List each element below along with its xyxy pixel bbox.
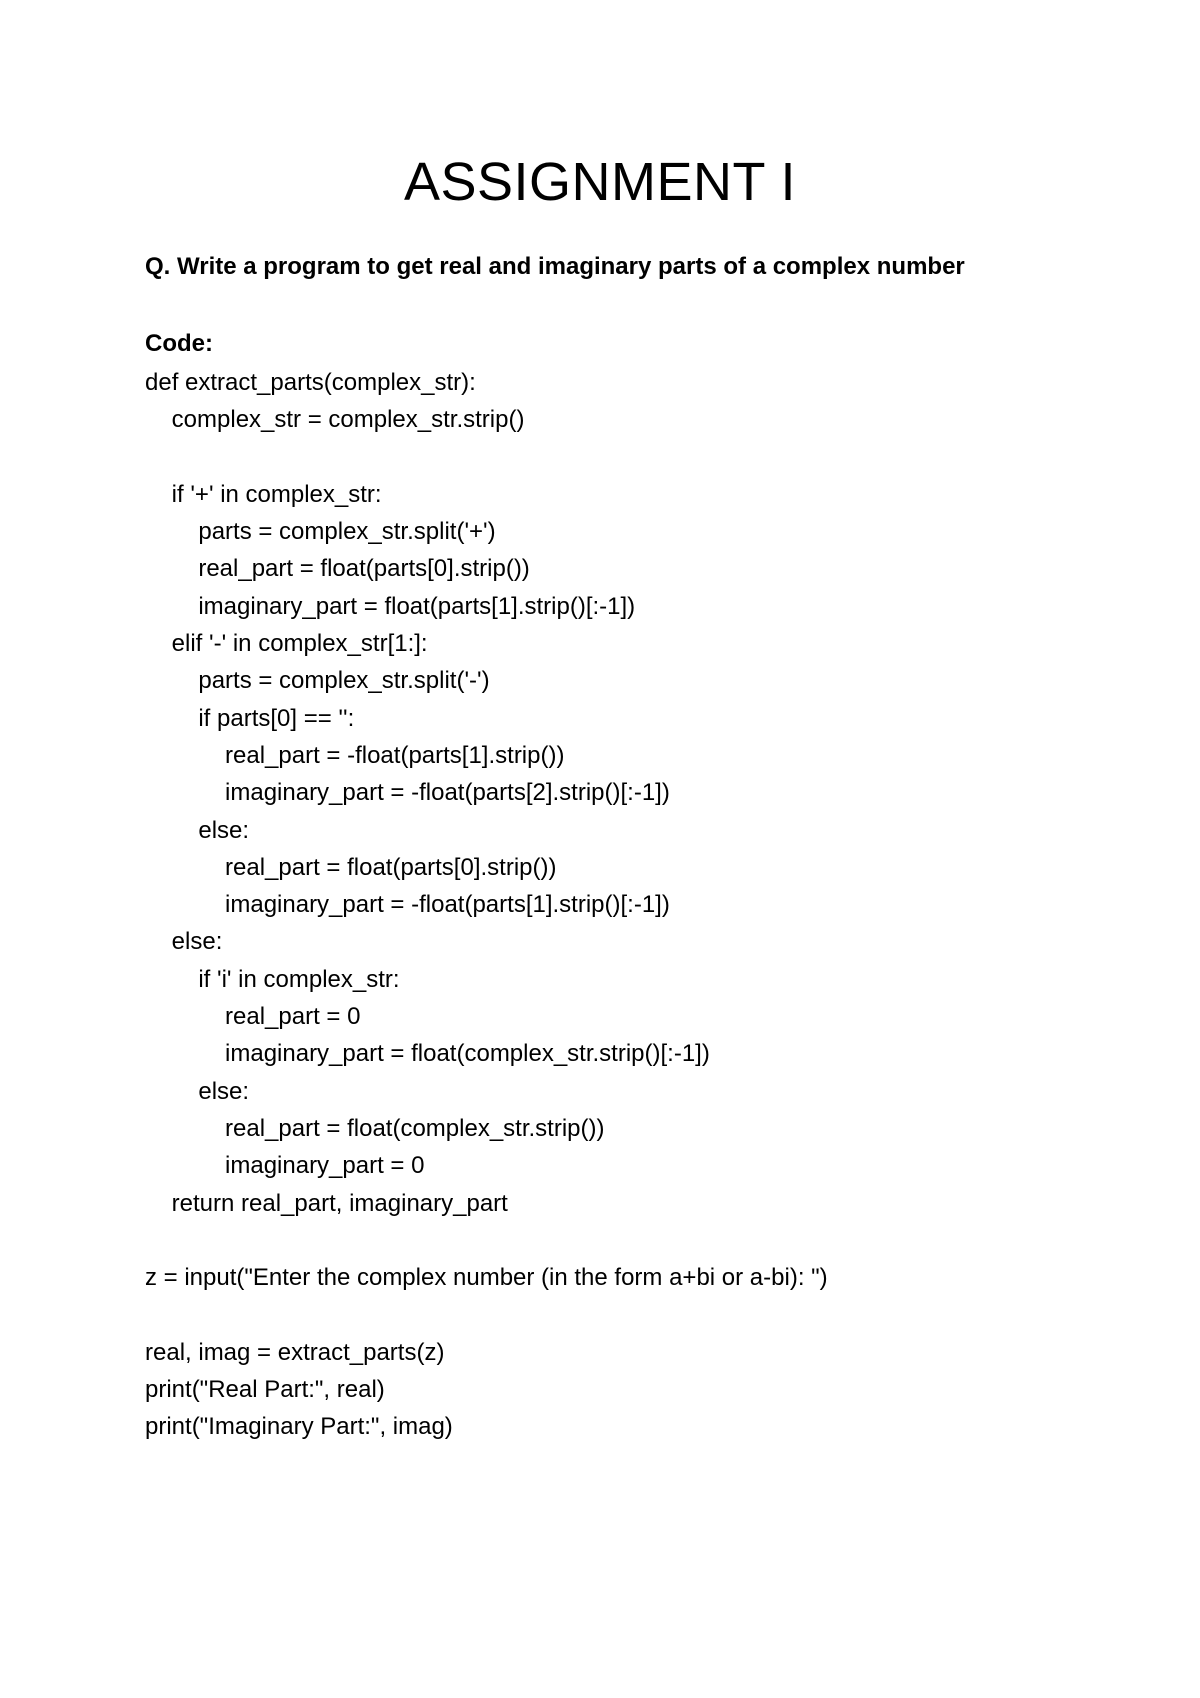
code-line: real_part = -float(parts[1].strip()) <box>145 741 565 769</box>
code-line: imaginary_part = 0 <box>145 1152 425 1180</box>
code-line: print("Real Part:", real) <box>145 1376 385 1404</box>
code-line: print("Imaginary Part:", imag) <box>145 1413 453 1441</box>
code-heading: Code: <box>145 330 213 357</box>
code-line: if '+' in complex_str: <box>145 480 382 508</box>
assignment-question: Q. Write a program to get real and imaginary parts of a complex number <box>145 253 965 280</box>
code-line: real_part = float(complex_str.strip()) <box>145 1114 605 1142</box>
code-line: imaginary_part = -float(parts[1].strip()[:-1]) <box>145 891 670 919</box>
blank-code-line <box>145 1222 1145 1259</box>
code-line: imaginary_part = float(complex_str.strip()[:-1]) <box>145 1040 710 1068</box>
blank-code-line <box>145 1296 1145 1333</box>
code-line: parts = complex_str.split('-') <box>145 667 490 695</box>
code-line: imaginary_part = float(parts[1].strip()[:-1]) <box>145 592 636 620</box>
code-line: complex_str = complex_str.strip() <box>145 406 525 434</box>
code-block <box>145 364 1145 1446</box>
code-line: if 'i' in complex_str: <box>145 965 400 993</box>
code-line: else: <box>145 816 250 844</box>
code-line: else: <box>145 928 223 956</box>
code-line: return real_part, imaginary_part <box>145 1189 508 1217</box>
code-line: z = input("Enter the complex number (in the form a+bi or a-bi): ") <box>145 1264 828 1292</box>
code-line: elif '-' in complex_str[1:]: <box>145 630 428 658</box>
code-line: real_part = float(parts[0].strip()) <box>145 853 557 881</box>
code-line: def extract_parts(complex_str): <box>145 369 476 396</box>
code-line: real, imag = extract_parts(z) <box>145 1338 445 1366</box>
code-line: parts = complex_str.split('+') <box>145 518 496 546</box>
document-title: ASSIGNMENT I <box>403 152 797 212</box>
code-line: real_part = 0 <box>145 1003 361 1031</box>
blank-code-line <box>145 439 1145 476</box>
code-line: if parts[0] == '': <box>145 704 355 732</box>
code-line: imaginary_part = -float(parts[2].strip()[:-1]) <box>145 779 670 807</box>
code-line: else: <box>145 1077 250 1105</box>
code-line: real_part = float(parts[0].strip()) <box>145 555 530 583</box>
